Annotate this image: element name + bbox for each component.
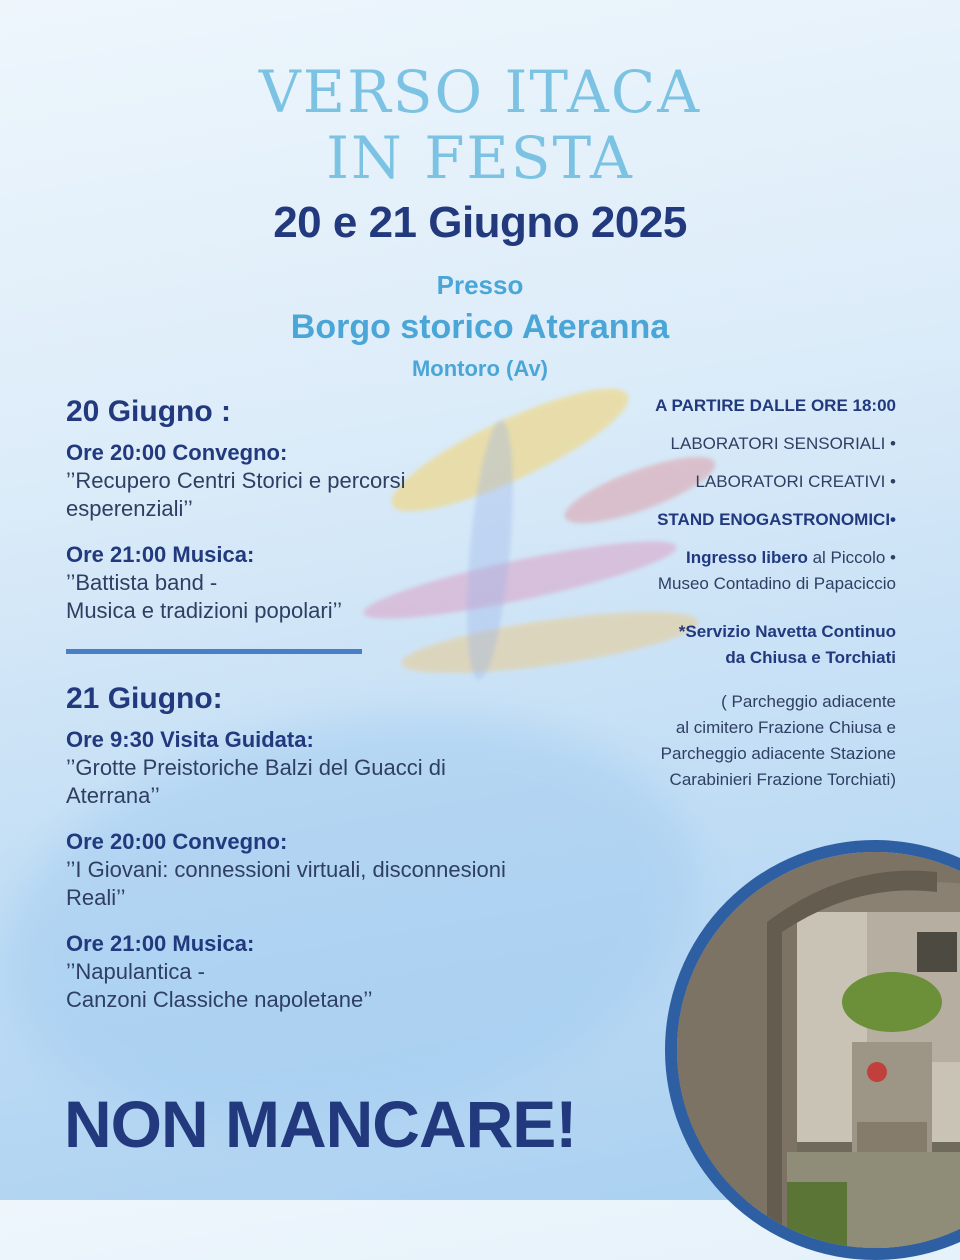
day2-event-1 xyxy=(66,726,506,810)
title-line-1: VERSO ITACA xyxy=(258,58,702,126)
event-description-line-2: Musica e tradizioni popolari’’ xyxy=(66,598,342,623)
event-description-line-1: ’’Battista band - xyxy=(66,570,218,595)
event-title: Ore 21:00 Musica: xyxy=(66,931,255,956)
event-title: Ore 20:00 Convegno: xyxy=(66,440,288,465)
section-divider xyxy=(66,649,362,654)
day1-heading: 20 Giugno : xyxy=(66,395,231,428)
event-title: Ore 9:30 Visita Guidata: xyxy=(66,727,314,752)
day1-event-2 xyxy=(66,541,506,625)
venue-name: Borgo storico Ateranna xyxy=(290,308,670,346)
venue-locality: Montoro (Av) xyxy=(411,356,549,381)
museo-line: Museo Contadino di Papaciccio xyxy=(657,574,896,593)
parking-line-4: Carabinieri Frazione Torchiati) xyxy=(669,770,896,789)
ingresso-bold: Ingresso libero xyxy=(685,548,808,567)
title-line-2: IN FESTA xyxy=(326,124,634,192)
parking-line-3: Parcheggio adiacente Stazione xyxy=(660,744,896,763)
lab-creativi: LABORATORI CREATIVI • xyxy=(695,472,896,491)
day2-heading: 21 Giugno: xyxy=(66,682,223,715)
event-dates: 20 e 21 Giugno 2025 xyxy=(273,198,687,247)
event-title: Ore 21:00 Musica: xyxy=(66,542,255,567)
event-description: ’’Recupero Centri Storici e percorsi esperenziali’’ xyxy=(66,468,406,521)
start-time: A PARTIRE DALLE ORE 18:00 xyxy=(655,396,896,415)
stand-enogastronomici: STAND ENOGASTRONOMICI• xyxy=(657,510,896,529)
event-title: Ore 20:00 Convegno: xyxy=(66,829,288,854)
call-to-action: NON MANCARE! xyxy=(64,1087,577,1161)
parking-line-1: ( Parcheggio adiacente xyxy=(721,692,896,711)
parking-line-2: al cimitero Frazione Chiusa e xyxy=(675,718,896,737)
day2-event-2 xyxy=(66,828,506,912)
day1-event-1 xyxy=(66,439,506,523)
lab-sensoriali: LABORATORI SENSORIALI • xyxy=(670,434,896,453)
program-schedule xyxy=(66,395,506,1014)
ingresso-line xyxy=(496,545,896,571)
event-description-line-2: Canzoni Classiche napoletane’’ xyxy=(66,987,373,1012)
event-description-line-1: ’’Napulantica - xyxy=(66,959,206,984)
event-description: ’’Grotte Preistoriche Balzi del Guacci di Aterrana’’ xyxy=(66,755,446,808)
event-description: ’’I Giovani: connessioni virtuali, disconnesioni Reali’’ xyxy=(66,857,506,910)
ingresso-rest: al Piccolo • xyxy=(807,548,896,567)
side-info xyxy=(496,393,896,793)
navetta-line-2: da Chiusa e Torchiati xyxy=(725,648,896,667)
navetta-line-1: *Servizio Navetta Continuo xyxy=(678,622,896,641)
presso-label: Presso xyxy=(436,270,524,300)
day2-event-3 xyxy=(66,930,506,1014)
